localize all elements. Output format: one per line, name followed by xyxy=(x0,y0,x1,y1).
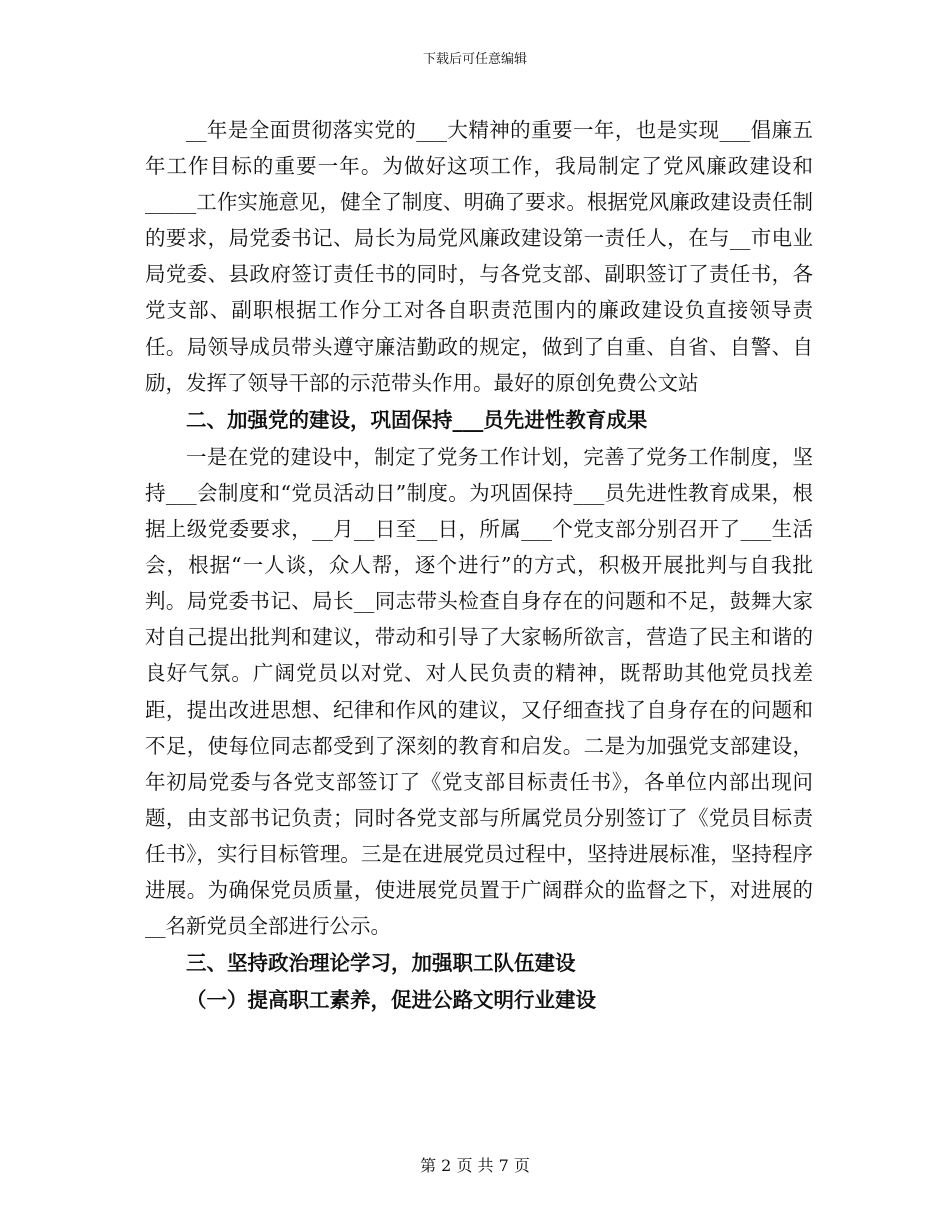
paragraph-2: 一是在党的建设中，制定了党务工作计划，完善了党务工作制度，坚持___会制度和“党员活动日”制度。为巩固保持___员先进性教育成果，根据上级党委要求，__月__日至__日，所属___个党支部分别召开了___生活会，根据“一人谈，众人帮，逐个进行”的方式，积极开展批判与自我批判。局党委书记、局长__同志带头检查自身存在的问题和不足，鼓舞大家对自己提出批判和建议，带动和引导了大家畅所欲言，营造了民主和谐的良好气氛。广阔党员以对党、对人民负责的精神，既帮助其他党员找差距，提出改进思想、纪律和作风的建议，又仔细查找了自身存在的问题和不足，使每位同志都受到了深刻的教育和启发。二是为加强党支部建设，年初局党委与各党支部签订了《党支部目标责任书》，各单位内部出现问题，由支部书记负责；同时各党支部与所属党员分别签订了《党员目标责任书》，实行目标管理。三是在进展党员过程中，坚持进展标准，坚持程序进展。为确保党员质量，使进展党员置于广阔群众的监督之下，对进展的__名新党员全部进行公示。 xyxy=(145,444,813,939)
section-heading-3: 三、坚持政治理论学习，加强职工队伍建设 xyxy=(186,951,576,976)
paragraph-1: __年是全面贯彻落实党的___大精神的重要一年，也是实现___倡廉五年工作目标的重要一年。为做好这项工作，我局制定了党风廉政建设和_____工作实施意见，健全了制度、明确了要求。根据党风廉政建设责任制的要求，局党委书记、局长为局党风廉政建设第一责任人，在与__市电业局党委、县政府签订责任书的同时，与各党支部、副职签订了责任书，各党支部、副职根据工作分工对各自职责范围内的廉政建设负直接领导责任。局领导成员带头遵守廉洁勤政的规定，做到了自重、自省、自警、自励，发挥了领导干部的示范带头作用。最好的原创免费公文站 xyxy=(145,118,813,395)
page-header: 下载后可任意编辑 xyxy=(422,52,527,67)
page-number: 第 2 页 共 7 页 xyxy=(420,1156,530,1175)
document-body xyxy=(145,112,813,1019)
subsection-heading-1: （一）提高职工素养，促进公路文明行业建设 xyxy=(186,988,596,1013)
section-heading-2: 二、加强党的建设，巩固保持___员先进性教育成果 xyxy=(186,407,648,432)
